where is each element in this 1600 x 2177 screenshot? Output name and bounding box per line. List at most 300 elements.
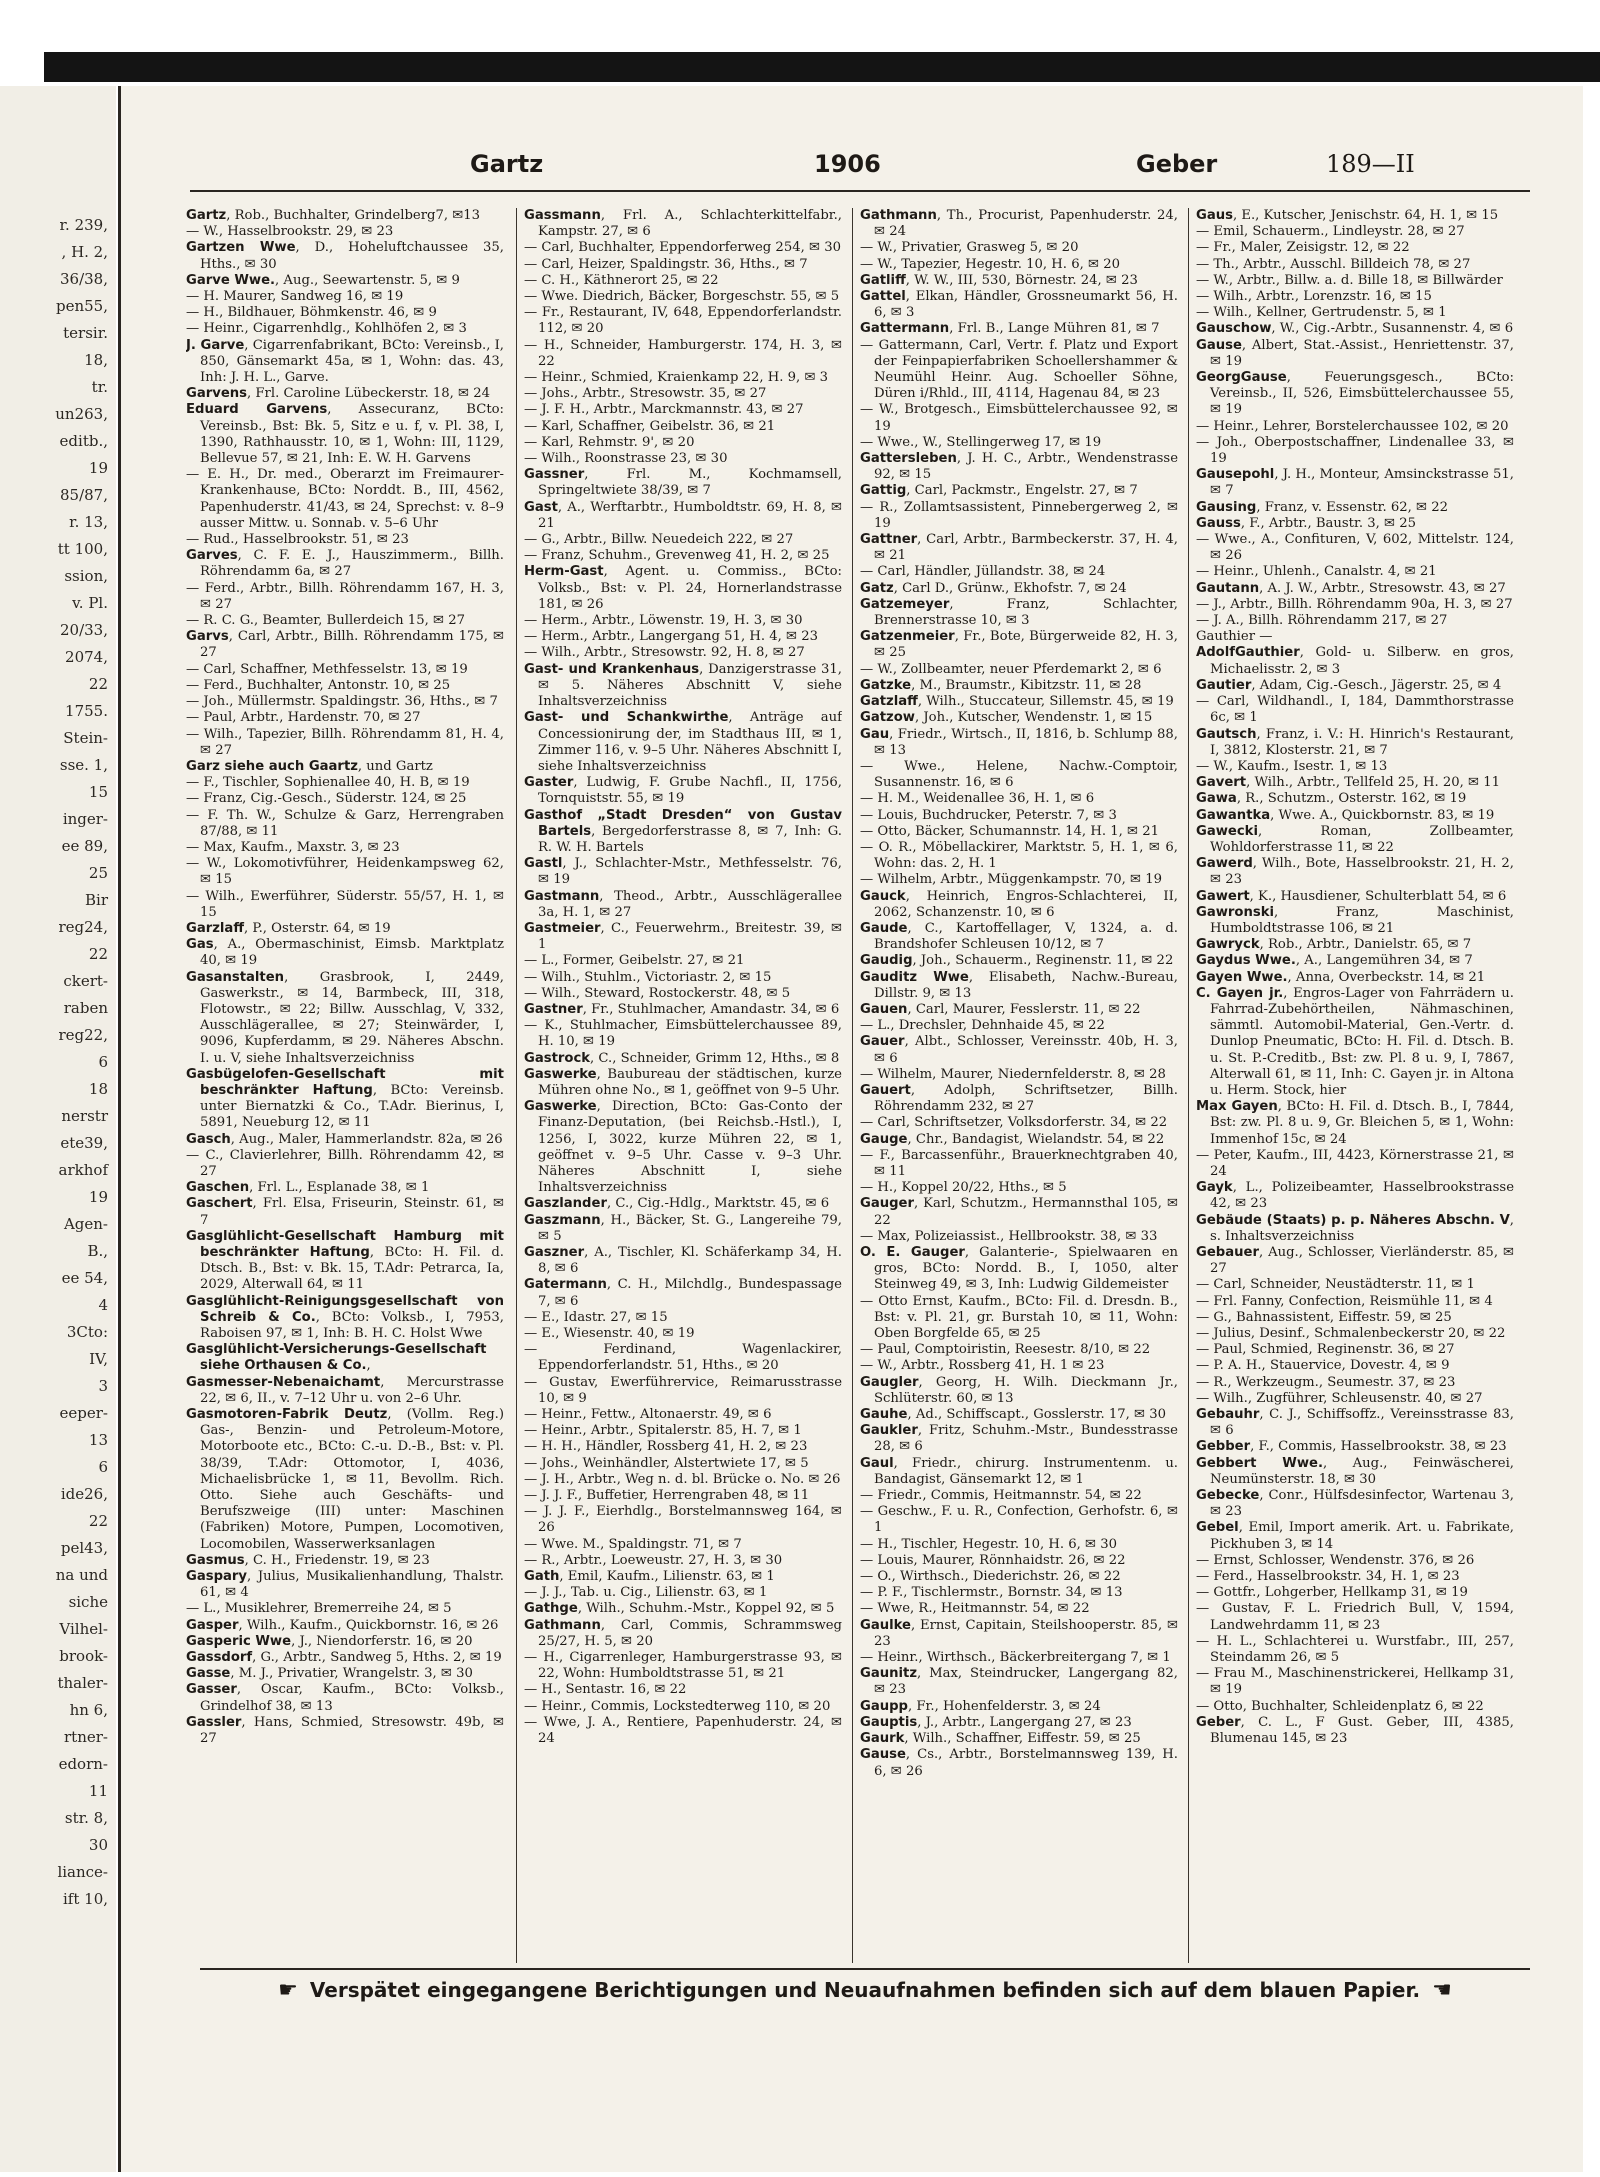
directory-entry: — W., Arbtr., Rossberg 41, H. 1 ✉ 23 (860, 1358, 1105, 1374)
edge-fragment: thaler- (57, 1674, 108, 1692)
directory-entry: Max Gayen, BCto: H. Fil. d. Dtsch. B., I, 7844, Bst: zw. Pl. 8 u. 9, Gr. Bleichen 5, ✉ 1, Wohn: Immenhof 15c, ✉ 24 (1196, 1099, 1514, 1147)
directory-entry: Garvens, Frl. Caroline Lübeckerstr. 18, ✉ 24 (186, 386, 491, 402)
directory-entry: Gauditz Wwe, Elisabeth, Nachw.-Bureau, Dillstr. 9, ✉ 13 (860, 969, 1178, 1001)
directory-entry: Gatliff, W. W., III, 530, Börnestr. 24, ✉ 23 (860, 272, 1138, 288)
directory-entry: GeorgGause, Feuerungsgesch., BCto: Vereinsb., II, 526, Eimsbüttelerchaussee 55, ✉ 19 (1196, 370, 1514, 418)
edge-fragment: Agen- (63, 1215, 108, 1233)
directory-entry: Gaswerke, Direction, BCto: Gas-Conto der Finanz-Deputation, (bei Reichsb.-Hstl.), I, 1256, I, 3022, kurze Mühren 22, ✉ 1, geöffnet v. 9–5 Uhr. Casse v. 9–3 Uhr. Näheres Abschnitt I, siehe Inhaltsverzeichniss (524, 1099, 842, 1196)
directory-entry: Gatermann, C. H., Milchdlg., Bundespassage 7, ✉ 6 (524, 1277, 842, 1309)
directory-entry: — Wwe, R., Heitmannstr. 54, ✉ 22 (860, 1601, 1090, 1617)
directory-entry: Gauck, Heinrich, Engros-Schlachterei, II, 2062, Schanzenstr. 10, ✉ 6 (860, 888, 1178, 920)
directory-entry: Gebäude (Staats) p. p. Näheres Abschn. V, s. Inhaltsverzeichniss (1196, 1212, 1514, 1244)
directory-entry: — F., Barcassenführ., Brauerknechtgraben 40, ✉ 11 (860, 1147, 1178, 1179)
directory-entry: — W., Arbtr., Billw. a. d. Bille 18, ✉ Billwärder (1196, 272, 1503, 288)
directory-entry: Gartzen Wwe, D., Hoheluftchaussee 35, Hths., ✉ 30 (186, 240, 504, 272)
header-first-entry: Gartz (470, 150, 544, 178)
directory-entry: — R., Werkzeugm., Seumestr. 37, ✉ 23 (1196, 1374, 1456, 1390)
directory-entry: — Johs., Weinhändler, Alstertwiete 17, ✉ 5 (524, 1455, 809, 1471)
directory-entry: — P. F., Tischlermstr., Bornstr. 34, ✉ 13 (860, 1585, 1123, 1601)
directory-entry: Gauhe, Ad., Schiffscapt., Gosslerstr. 17, ✉ 30 (860, 1407, 1167, 1423)
directory-entry: Gastrock, C., Schneider, Grimm 12, Hths., ✉ 8 (524, 1050, 840, 1066)
directory-entry: Gastner, Fr., Stuhlmacher, Amandastr. 34, ✉ 6 (524, 1001, 840, 1017)
directory-entry: Gebel, Emil, Import amerik. Art. u. Fabrikate, Pickhuben 3, ✉ 14 (1196, 1520, 1514, 1552)
directory-entry: — H. Maurer, Sandweg 16, ✉ 19 (186, 289, 404, 305)
directory-entry: — Wilh., Tapezier, Billh. Röhrendamm 81, H. 4, ✉ 27 (186, 726, 504, 758)
directory-entry: Gaster, Ludwig, F. Grube Nachfl., II, 1756, Tornquiststr. 55, ✉ 19 (524, 775, 842, 807)
directory-entry: Gaupp, Fr., Hohenfelderstr. 3, ✉ 24 (860, 1698, 1101, 1714)
edge-fragment: ckert- (63, 972, 108, 990)
directory-entry: — Louis, Buchdrucker, Peterstr. 7, ✉ 3 (860, 807, 1117, 823)
directory-entry: Gaschen, Frl. L., Esplanade 38, ✉ 1 (186, 1180, 430, 1196)
directory-entry: Gatzemeyer, Franz, Schlachter, Brennerstrasse 10, ✉ 3 (860, 596, 1178, 629)
page-header (190, 150, 1530, 190)
edge-fragment: 11 (88, 1782, 108, 1800)
directory-entry: — Wilh., Steward, Rostockerstr. 48, ✉ 5 (524, 985, 791, 1001)
directory-entry: Gasbügelofen-Gesellschaft mit beschränkter Haftung, BCto: Vereinsb. unter Biernatzki & Co., T.Adr. Bierinus, I, 5891, Neueburg 12, ✉ 11 (186, 1066, 504, 1131)
directory-entry: — R., Arbtr., Loeweustr. 27, H. 3, ✉ 30 (524, 1552, 783, 1568)
directory-entry: Gauge, Chr., Bandagist, Wielandstr. 54, ✉ 22 (860, 1131, 1165, 1147)
directory-entry: — H., Schneider, Hamburgerstr. 174, H. 3, ✉ 22 (524, 337, 842, 369)
directory-entry: — C. H., Käthnerort 25, ✉ 22 (524, 272, 719, 288)
edge-fragment: pen55, (56, 297, 108, 315)
directory-entry: Gast- und Schankwirthe, Anträge auf Concessionirung der, im Stadthaus III, ✉ 1, Zimmer 116, v. 9–5 Uhr. Näheres Abschnitt I, siehe Inhaltsverzeichniss (524, 710, 842, 774)
edge-fragment: reg22, (58, 1026, 108, 1044)
edge-fragment: r. 13, (69, 513, 108, 531)
directory-entry: — L., Drechsler, Dehnhaide 45, ✉ 22 (860, 1018, 1105, 1034)
directory-entry: Gaul, Friedr., chirurg. Instrumentenm. u. Bandagist, Gänsemarkt 12, ✉ 1 (860, 1455, 1178, 1487)
edge-fragment: inger- (62, 810, 108, 828)
directory-entry: Gattermann, Frl. B., Lange Mühren 81, ✉ 7 (860, 321, 1160, 337)
directory-entry: Gaswerke, Baubureau der städtischen, kurze Mühren ohne No., ✉ 1, geöffnet von 9–5 Uhr. (524, 1066, 842, 1098)
directory-entry: Gaunitz, Max, Steindrucker, Langergang 82, ✉ 23 (860, 1666, 1178, 1698)
directory-entry: — Heinr., Lehrer, Borstelerchaussee 102, ✉ 20 (1196, 418, 1509, 434)
edge-fragment: 22 (88, 945, 108, 963)
edge-fragment: ift 10, (63, 1890, 108, 1908)
directory-entry: — Ferd., Arbtr., Billh. Röhrendamm 167, H. 3, ✉ 27 (186, 580, 504, 612)
directory-entry: Gastmeier, C., Feuerwehrm., Breitestr. 39, ✉ 1 (524, 920, 842, 953)
directory-entry: Gatzlaff, Wilh., Stuccateur, Sillemstr. 45, ✉ 19 (860, 694, 1174, 710)
edge-fragment: B., (87, 1242, 108, 1260)
directory-entry: — Heinr., Cigarrenhdlg., Kohlhöfen 2, ✉ 3 (186, 321, 467, 337)
directory-entry: Gause, Albert, Stat.-Assist., Henriettenstr. 37, ✉ 19 (1196, 337, 1514, 369)
directory-entry: Gausing, Franz, v. Essenstr. 62, ✉ 22 (1196, 499, 1449, 515)
directory-entry: Gayen Wwe., Anna, Overbeckstr. 14, ✉ 21 (1196, 969, 1486, 985)
edge-fragment: brook- (59, 1647, 108, 1665)
directory-entry: — Wilh., Ewerführer, Süderstr. 55/57, H. 1, ✉ 15 (186, 888, 504, 920)
edge-fragment: IV, (89, 1350, 108, 1368)
directory-entry: Gauen, Carl, Maurer, Fesslerstr. 11, ✉ 22 (860, 1001, 1141, 1017)
directory-entry: — Otto, Buchhalter, Schleidenplatz 6, ✉ 22 (1196, 1698, 1484, 1714)
directory-entry: Gasser, Oscar, Kaufm., BCto: Volksb., Grindelhof 38, ✉ 13 (186, 1682, 504, 1714)
edge-fragment: str. 8, (64, 1809, 108, 1827)
directory-entry: — Heinr., Schmied, Kraienkamp 22, H. 9, ✉ 3 (524, 370, 829, 386)
directory-entry: — Wilhelm, Maurer, Niedernfelderstr. 8, ✉ 28 (860, 1066, 1166, 1082)
directory-entry: — Carl, Schriftsetzer, Volksdorferstr. 34, ✉ 22 (860, 1115, 1168, 1131)
pointing-hand-left-icon: ☛ (278, 1977, 298, 2003)
directory-entry: Gasthof „Stadt Dresden“ von Gustav Bartels, Bergedorferstrasse 8, ✉ 7, Inh: G. R. W. H. Bartels (524, 807, 842, 855)
column-divider-3 (1188, 208, 1189, 1963)
directory-entry: AdolfGauthier, Gold- u. Silberw. en gros, Michaelisstr. 2, ✉ 3 (1196, 645, 1514, 677)
edge-fragment: reg24, (58, 918, 108, 936)
header-page-number: 189—II (1326, 150, 1415, 178)
directory-entry: Gathge, Wilh., Schuhm.-Mstr., Koppel 92, ✉ 5 (524, 1601, 835, 1617)
edge-fragment: 18 (88, 1080, 108, 1098)
directory-entry: — Herm., Arbtr., Löwenstr. 19, H. 3, ✉ 30 (524, 613, 803, 629)
directory-entry: — Max, Kaufm., Maxstr. 3, ✉ 23 (186, 839, 400, 855)
previous-page-edge (0, 86, 116, 2172)
column-1 (186, 208, 504, 1963)
directory-entry: — W., Kaufm., Isestr. 1, ✉ 13 (1196, 758, 1388, 774)
directory-entry: Gaus, E., Kutscher, Jenischstr. 64, H. 1, ✉ 15 (1196, 208, 1499, 223)
directory-entry: — J. J. F., Buffetier, Herrengraben 48, ✉ 11 (524, 1488, 810, 1504)
directory-entry: Gebecke, Conr., Hülfsdesinfector, Wartenau 3, ✉ 23 (1196, 1488, 1514, 1520)
edge-fragment: 18, (84, 351, 108, 369)
directory-entry: — E., Idastr. 27, ✉ 15 (524, 1309, 668, 1325)
directory-entry: — Wwe. M., Spaldingstr. 71, ✉ 7 (524, 1536, 742, 1552)
directory-entry: — Ernst, Schlosser, Wendenstr. 376, ✉ 26 (1196, 1552, 1475, 1568)
directory-entry: Gauert, Adolph, Schriftsetzer, Billh. Röhrendamm 232, ✉ 27 (860, 1082, 1178, 1115)
directory-entry: Gasper, Wilh., Kaufm., Quickbornstr. 16, ✉ 26 (186, 1617, 499, 1633)
directory-entry: — H., Bildhauer, Böhmkenstr. 46, ✉ 9 (186, 305, 437, 321)
directory-entry: — Louis, Maurer, Rönnhaidstr. 26, ✉ 22 (860, 1552, 1126, 1568)
directory-entry: — Wwe, J. A., Rentiere, Papenhuderstr. 24, ✉ 24 (524, 1714, 842, 1747)
directory-entry: Gautsch, Franz, i. V.: H. Hinrich's Restaurant, I, 3812, Klosterstr. 21, ✉ 7 (1196, 726, 1514, 758)
directory-entry: Gaudig, Joh., Schauerm., Reginenstr. 11, ✉ 22 (860, 953, 1174, 969)
header-year: 1906 (814, 150, 881, 178)
edge-fragment: 15 (88, 783, 108, 801)
edge-fragment: edorn- (58, 1755, 108, 1773)
directory-entry: Gatzenmeier, Fr., Bote, Bürgerweide 82, H. 3, ✉ 25 (860, 629, 1178, 661)
directory-entry: — Carl, Händler, Jüllandstr. 38, ✉ 24 (860, 564, 1106, 580)
directory-entry: Gasglühlicht-Gesellschaft Hamburg mit beschränkter Haftung, BCto: H. Fil. d. Dtsch. B., Bst: v. Bk. 15, T.Adr: Petrarca, Ia, 2029, Alterwall 64, ✉ 11 (186, 1228, 504, 1293)
edge-fragment: arkhof (58, 1161, 108, 1179)
directory-entry: — Wilh., Stuhlm., Victoriastr. 2, ✉ 15 (524, 969, 772, 985)
directory-entry: C. Gayen jr., Engros-Lager von Fahrrädern u. Fahrrad-Zubehörtheilen, Nähmaschinen, sämmtl. Automobil-Material, Gen.-Vertr. d. Dunlop Pneumatic, BCto: H. Fil. d. Dtsch. B. u. St. P.-Creditb., Bst: zw. Pl. 8 u. 9, I, 7867, Alterwall 61, ✉ 11, Inh: C. Gayen jr. in Altona u. Herm. Stock, hier (1196, 985, 1514, 1098)
directory-entry: Gath, Emil, Kaufm., Lilienstr. 63, ✉ 1 (524, 1569, 775, 1585)
directory-entry: — W., Privatier, Grasweg 5, ✉ 20 (860, 240, 1079, 256)
directory-entry: — E., Wiesenstr. 40, ✉ 19 (524, 1326, 695, 1342)
directory-entry: — J. H., Arbtr., Weg n. d. bl. Brücke o. No. ✉ 26 (524, 1471, 841, 1487)
edge-fragment: 19 (88, 459, 108, 477)
directory-entry: — H. M., Weidenallee 36, H. 1, ✉ 6 (860, 791, 1095, 807)
edge-fragment: 6 (98, 1053, 108, 1071)
directory-entry: Eduard Garvens, Assecuranz, BCto: Vereinsb., Bst: Bk. 5, Sitz e u. f, v. Pl. 38, I, 1390, Rathhausstr. 10, ✉ 1, Wohn: III, 1129, Bellevue 57, ✉ 21, Inh: E. W. H. Garvens (186, 402, 504, 467)
directory-entry: O. E. Gauger, Galanterie-, Spielwaaren en gros, BCto: Nordd. B., I, 1050, alter Steinweg 49, ✉ 3, Inh: Ludwig Gildemeister (860, 1245, 1178, 1293)
directory-entry: — H., Koppel 20/22, Hths., ✉ 5 (860, 1180, 1067, 1196)
directory-entry: Gassdorf, G., Arbtr., Sandweg 5, Hths. 2, ✉ 19 (186, 1650, 502, 1666)
directory-entry: — Max, Polizeiassist., Hellbrookstr. 38, ✉ 33 (860, 1228, 1158, 1244)
edge-fragment: ete39, (60, 1134, 108, 1152)
directory-entry: Gasmotoren-Fabrik Deutz, (Vollm. Reg.) Gas-, Benzin- und Petroleum-Motore, Motorboote etc., BCto: C.-u. D.-B., Bst: v. Pl. 38/39, T.Adr: Ottomotor, I, 4036, Michaelisbrücke 1, ✉ 11, Bevollm. Rich. Otto. Siehe auch Geschäfts- und Berufszweige (III) unter: Maschinen (Fabriken) Motore, Pumpen, Locomotiven, Locomobilen, Wasserwerksanlagen (186, 1407, 504, 1552)
edge-fragment: un263, (55, 405, 108, 423)
directory-entry: Gaszlander, C., Cig.-Hdlg., Marktstr. 45, ✉ 6 (524, 1196, 830, 1212)
directory-entry: Gebber, F., Commis, Hasselbrookstr. 38, ✉ 23 (1196, 1439, 1507, 1455)
directory-entry: — Gustav, Ewerführervice, Reimarusstrasse 10, ✉ 9 (524, 1374, 842, 1406)
edge-fragment: ee 54, (61, 1269, 108, 1287)
directory-entry: Garz siehe auch Gaartz, und Gartz (186, 758, 433, 774)
edge-fragment: tr. (91, 378, 108, 396)
edge-fragment: 3 (98, 1377, 108, 1395)
directory-entry: Gawert, K., Hausdiener, Schulterblatt 54, ✉ 6 (1196, 888, 1507, 904)
directory-entry: Gauss, F., Arbtr., Baustr. 3, ✉ 25 (1196, 515, 1417, 531)
directory-entry: — H., Sentastr. 16, ✉ 22 (524, 1682, 687, 1698)
directory-entry: Gawryck, Rob., Arbtr., Danielstr. 65, ✉ 7 (1196, 937, 1472, 953)
directory-entry: Gartz, Rob., Buchhalter, Grindelberg7, ✉13 (186, 208, 481, 223)
edge-fragment: 2074, (65, 648, 108, 666)
directory-entry: Gastl, J., Schlachter-Mstr., Methfesselstr. 76, ✉ 19 (524, 856, 842, 888)
directory-entry: — Heinr., Uhlenh., Canalstr. 4, ✉ 21 (1196, 564, 1437, 580)
directory-entry: Gatzke, M., Braumstr., Kibitzstr. 11, ✉ 28 (860, 677, 1142, 693)
directory-entry: — L., Former, Geibelstr. 27, ✉ 21 (524, 953, 745, 969)
edge-fragment: tersir. (63, 324, 108, 342)
directory-entry: — J. J. F., Eierhdlg., Borstelmannsweg 164, ✉ 26 (524, 1504, 842, 1536)
directory-entry: — E. H., Dr. med., Oberarzt im Freimaurer-Krankenhause, BCto: Norddt. B., III, 4562, Papenhuderstr. 41/43, ✉ 24, Sprechst: v. 8–9 ausser Mittw. u. Sonnab. v. 5–6 Uhr (186, 467, 504, 531)
directory-entry: Gawantka, Wwe. A., Quickbornstr. 83, ✉ 19 (1196, 807, 1495, 823)
edge-fragment: ide26, (60, 1485, 108, 1503)
directory-entry: — Joh., Oberpostschaffner, Lindenallee 33, ✉ 19 (1196, 434, 1514, 467)
edge-fragment: 22 (88, 675, 108, 693)
directory-entry: Gautier, Adam, Cig.-Gesch., Jägerstr. 25, ✉ 4 (1196, 677, 1502, 693)
top-dark-strip (44, 52, 1600, 82)
directory-entry: Gauschow, W., Cig.-Arbtr., Susannenstr. 4, ✉ 6 (1196, 321, 1514, 337)
directory-entry: — Johs., Arbtr., Stresowstr. 35, ✉ 27 (524, 386, 767, 402)
directory-entry: — Wwe., A., Confituren, V, 602, Mittelstr. 124, ✉ 26 (1196, 532, 1514, 564)
directory-entry: — Carl, Buchhalter, Eppendorferweg 254, ✉ 30 (524, 240, 842, 256)
directory-entry: — Wwe., W., Stellingerweg 17, ✉ 19 (860, 434, 1102, 450)
directory-entry: — G., Arbtr., Billw. Neuedeich 222, ✉ 27 (524, 532, 794, 548)
edge-fragment: r. 239, (59, 216, 108, 234)
directory-entry: Gaude, C., Kartoffellager, V, 1324, a. d. Brandshofer Schleusen 10/12, ✉ 7 (860, 920, 1178, 953)
directory-entry: — O. R., Möbellackirer, Marktstr. 5, H. 1, ✉ 6, Wohn: das. 2, H. 1 (860, 839, 1178, 872)
directory-entry: — P. A. H., Stauervice, Dovestr. 4, ✉ 9 (1196, 1358, 1450, 1374)
directory-entry: Gastmann, Theod., Arbtr., Ausschlägerallee 3a, H. 1, ✉ 27 (524, 888, 842, 920)
column-2 (524, 208, 842, 1963)
directory-entry: Gathmann, Carl, Commis, Schrammsweg 25/27, H. 5, ✉ 20 (524, 1617, 842, 1649)
directory-entry: Gausepohl, J. H., Monteur, Amsinckstrasse 51, ✉ 7 (1196, 467, 1514, 499)
edge-fragment: sse. 1, (59, 756, 108, 774)
directory-entry: Gaugler, Georg, H. Wilh. Dieckmann Jr., Schlüterstr. 60, ✉ 13 (860, 1374, 1178, 1406)
directory-entry: — J. J., Tab. u. Cig., Lilienstr. 63, ✉ 1 (524, 1585, 768, 1601)
directory-entry: Gavert, Wilh., Arbtr., Tellfeld 25, H. 20, ✉ 11 (1196, 775, 1501, 791)
directory-entry: — F., Tischler, Sophienallee 40, H. B, ✉ 19 (186, 775, 470, 791)
directory-entry: — G., Bahnassistent, Eiffestr. 59, ✉ 25 (1196, 1309, 1452, 1325)
directory-entry: Gasperic Wwe, J., Niendorferstr. 16, ✉ 20 (186, 1633, 473, 1649)
directory-entry: — Julius, Desinf., Schmalenbeckerstr 20, ✉ 22 (1196, 1326, 1506, 1342)
directory-entry: — H. L., Schlachterei u. Wurstfabr., III, 257, Steindamm 26, ✉ 5 (1196, 1633, 1514, 1666)
directory-entry: — W., Lokomotivführer, Heidenkampsweg 62, ✉ 15 (186, 856, 504, 888)
directory-entry: Gathmann, Th., Procurist, Papenhuderstr. 24, ✉ 24 (860, 208, 1178, 240)
directory-entry: — Geschw., F. u. R., Confection, Gerhofstr. 6, ✉ 1 (860, 1504, 1178, 1536)
directory-entry: — Wwe., Helene, Nachw.-Comptoir, Susannenstr. 16, ✉ 6 (860, 758, 1178, 791)
directory-entry: Gau, Friedr., Wirtsch., II, 1816, b. Schlump 88, ✉ 13 (860, 726, 1178, 758)
edge-fragment: 3Cto: (66, 1323, 108, 1341)
directory-entry: Gauger, Karl, Schutzm., Hermannsthal 105, ✉ 22 (860, 1196, 1178, 1228)
directory-entry: — Frl. Fanny, Confection, Reismühle 11, ✉ 4 (1196, 1293, 1493, 1309)
edge-fragment: ssion, (64, 567, 108, 585)
directory-entry: Gaulke, Ernst, Capitain, Steilshooperstr. 85, ✉ 23 (860, 1617, 1178, 1649)
edge-fragment: ee 89, (61, 837, 108, 855)
directory-entry: Gautann, A. J. W., Arbtr., Stresowstr. 43, ✉ 27 (1196, 580, 1506, 596)
directory-entry: — Carl, Wildhandl., I, 184, Dammthorstrasse 6c, ✉ 1 (1196, 694, 1514, 726)
directory-entry: Gawronski, Franz, Maschinist, Humboldtstrasse 106, ✉ 21 (1196, 904, 1514, 936)
edge-fragment: editb., (59, 432, 108, 450)
edge-fragment: na und (55, 1566, 108, 1584)
edge-fragment: raben (63, 999, 108, 1017)
footer-text: Verspätet eingegangene Berichtigungen und Neuaufnahmen befinden sich auf dem blauen Papier. (309, 1978, 1421, 2002)
directory-entry: — Ferd., Buchhalter, Antonstr. 10, ✉ 25 (186, 677, 451, 693)
directory-entry: — Heinr., Arbtr., Spitalerstr. 85, H. 7, ✉ 1 (524, 1423, 802, 1439)
directory-entry: — W., Zollbeamter, neuer Pferdemarkt 2, ✉ 6 (860, 661, 1162, 677)
directory-entry: — Ferdinand, Wagenlackirer, Eppendorferlandstr. 51, Hths., ✉ 20 (524, 1342, 842, 1374)
directory-entry: Garzlaff, P., Osterstr. 64, ✉ 19 (186, 920, 391, 936)
directory-entry: — Ferd., Hasselbrookstr. 34, H. 1, ✉ 23 (1196, 1569, 1460, 1585)
edge-fragment: 30 (88, 1836, 108, 1854)
directory-entry: Gaschert, Frl. Elsa, Friseurin, Steinstr. 61, ✉ 7 (186, 1196, 504, 1228)
directory-entry: Gaspary, Julius, Musikalienhandlung, Thalstr. 61, ✉ 4 (186, 1569, 504, 1601)
edge-fragment: 25 (88, 864, 108, 882)
pointing-hand-right-icon: ☚ (1432, 1977, 1452, 2003)
directory-entry: — Fr., Restaurant, IV, 648, Eppendorferlandstr. 112, ✉ 20 (524, 305, 842, 337)
directory-entry: — Wilh., Arbtr., Stresowstr. 92, H. 8, ✉ 27 (524, 645, 805, 661)
edge-fragment: Stein- (63, 729, 108, 747)
directory-entry: Gast, A., Werftarbtr., Humboldtstr. 69, H. 8, ✉ 21 (524, 499, 842, 531)
directory-entry: — Wilh., Arbtr., Lorenzstr. 16, ✉ 15 (1196, 289, 1432, 305)
directory-entry: Gattel, Elkan, Händler, Grossneumarkt 56, H. 6, ✉ 3 (860, 289, 1178, 321)
directory-entry: — H., Tischler, Hegestr. 10, H. 6, ✉ 30 (860, 1536, 1118, 1552)
directory-entry: Gebauhr, C. J., Schiffsoffz., Vereinsstrasse 83, ✉ 6 (1196, 1407, 1514, 1439)
edge-fragment: 13 (88, 1431, 108, 1449)
directory-entry: Gayk, L., Polizeibeamter, Hasselbrookstrasse 42, ✉ 23 (1196, 1180, 1514, 1212)
directory-entry: — Otto, Bäcker, Schumannstr. 14, H. 1, ✉ 21 (860, 823, 1159, 839)
directory-entry: Garvs, Carl, Arbtr., Billh. Röhrendamm 175, ✉ 27 (186, 629, 504, 661)
directory-entry: — Th., Arbtr., Ausschl. Billdeich 78, ✉ 27 (1196, 256, 1471, 272)
directory-entry: — Heinr., Wirthsch., Bäckerbreitergang 7, ✉ 1 (860, 1650, 1171, 1666)
directory-entry: — Fr., Maler, Zeisigstr. 12, ✉ 22 (1196, 240, 1410, 256)
directory-entry: — Gustav, F. L. Friedrich Bull, V, 1594, Landwehrdamm 11, ✉ 23 (1196, 1601, 1514, 1633)
directory-entry: — H., Cigarrenleger, Hamburgerstrasse 93, ✉ 22, Wohn: Humboldtstrasse 51, ✉ 21 (524, 1650, 842, 1682)
column-divider-1 (516, 208, 517, 1963)
directory-entry: — Franz, Cig.-Gesch., Süderstr. 124, ✉ 25 (186, 791, 467, 807)
edge-fragment: 4 (98, 1296, 108, 1314)
directory-entry: Gauer, Albt., Schlosser, Vereinsstr. 40b, H. 3, ✉ 6 (860, 1034, 1178, 1066)
directory-entry: Gasmesser-Nebenaichamt, Mercurstrasse 22, ✉ 6, II., v. 7–12 Uhr u. von 2–6 Uhr. (186, 1374, 504, 1406)
column-4 (1196, 208, 1514, 1963)
directory-entry: Herm-Gast, Agent. u. Commiss., BCto: Volksb., Bst: v. Pl. 24, Hornerlandstrasse 181, ✉ 26 (524, 564, 842, 612)
directory-entry: — O., Wirthsch., Diederichstr. 26, ✉ 22 (860, 1569, 1121, 1585)
directory-entry: — Paul, Arbtr., Hardenstr. 70, ✉ 27 (186, 710, 421, 726)
directory-entry: — Wwe. Diedrich, Bäcker, Borgeschstr. 55, ✉ 5 (524, 289, 840, 305)
directory-entry: — H. H., Händler, Rossberg 41, H. 2, ✉ 23 (524, 1439, 808, 1455)
directory-entry: Gebauer, Aug., Schlosser, Vierländerstr. 85, ✉ 27 (1196, 1245, 1514, 1277)
directory-entry: — Gattermann, Carl, Vertr. f. Platz und Export der Feinpapierfabriken Schoellershammer & Neumühl Heinr. Aug. Schoeller Söhne, Düren i/Rhld., III, 4114, Hagenau 84, ✉ 23 (860, 337, 1178, 402)
directory-entry: Gasmus, C. H., Friedenstr. 19, ✉ 23 (186, 1552, 430, 1568)
edge-fragment: 19 (88, 1188, 108, 1206)
directory-entry: — Franz, Schuhm., Grevenweg 41, H. 2, ✉ 25 (524, 548, 830, 564)
directory-entry: Gaydus Wwe., A., Langemühren 34, ✉ 7 (1196, 953, 1473, 969)
edge-fragment: rtner- (64, 1728, 108, 1746)
directory-entry: Gawa, R., Schutzm., Osterstr. 162, ✉ 19 (1196, 791, 1467, 807)
directory-entry: — Friedr., Commis, Heitmannstr. 54, ✉ 22 (860, 1488, 1142, 1504)
directory-entry: Gattersleben, J. H. C., Arbtr., Wendenstrasse 92, ✉ 15 (860, 451, 1178, 483)
directory-entry: — Heinr., Fettw., Altonaerstr. 49, ✉ 6 (524, 1407, 772, 1423)
edge-fragment: 6 (98, 1458, 108, 1476)
directory-entry: — K., Stuhlmacher, Eimsbüttelerchaussee 89, H. 10, ✉ 19 (524, 1018, 842, 1050)
edge-fragment: nerstr (61, 1107, 108, 1125)
directory-entry: Garves, C. F. E. J., Hauszimmerm., Billh. Röhrendamm 6a, ✉ 27 (186, 548, 504, 580)
footer-notice (200, 1968, 1530, 2010)
directory-entry: — Paul, Comptoiristin, Reesestr. 8/10, ✉ 22 (860, 1342, 1151, 1358)
edge-fragment: Vilhel- (59, 1620, 108, 1638)
directory-entry: — Karl, Rehmstr. 9', ✉ 20 (524, 434, 695, 450)
directory-entry: Gasch, Aug., Maler, Hammerlandstr. 82a, ✉ 26 (186, 1131, 503, 1147)
directory-entry: — Wilh., Roonstrasse 23, ✉ 30 (524, 451, 728, 467)
directory-entry: Gatz, Carl D., Grünw., Ekhofstr. 7, ✉ 24 (860, 580, 1127, 596)
directory-entry: — R. C. G., Beamter, Bullerdeich 15, ✉ 27 (186, 613, 465, 629)
directory-entry: — W., Brotgesch., Eimsbüttelerchaussee 92, ✉ 19 (860, 402, 1178, 434)
directory-entry: — J., Arbtr., Billh. Röhrendamm 90a, H. 3, ✉ 27 (1196, 596, 1513, 612)
directory-entry: — Herm., Arbtr., Langergang 51, H. 4, ✉ 23 (524, 629, 819, 645)
edge-fragment: v. Pl. (72, 594, 108, 612)
directory-entry: Gauptis, J., Arbtr., Langergang 27, ✉ 23 (860, 1714, 1132, 1730)
edge-fragment: , H. 2, (61, 243, 108, 261)
directory-entry: Gaszner, A., Tischler, Kl. Schäferkamp 34, H. 8, ✉ 6 (524, 1245, 842, 1277)
directory-entry: — Emil, Schauerm., Lindleystr. 28, ✉ 27 (1196, 224, 1465, 240)
directory-entry: Gassner, Frl. M., Kochmamsell, Springeltwiete 38/39, ✉ 7 (524, 467, 842, 499)
directory-entry: — Joh., Müllermstr. Spaldingstr. 36, Hths., ✉ 7 (186, 694, 498, 710)
directory-entry: — L., Musiklehrer, Bremerreihe 24, ✉ 5 (186, 1601, 452, 1617)
directory-entry: Gauthier — (1196, 629, 1273, 645)
directory-entry: Gaurk, Wilh., Schaffner, Eiffestr. 59, ✉ 25 (860, 1731, 1141, 1747)
directory-entry: — Karl, Schaffner, Geibelstr. 36, ✉ 21 (524, 418, 776, 434)
directory-entry: — Wilhelm, Arbtr., Müggenkampstr. 70, ✉ 19 (860, 872, 1163, 888)
directory-entry: — Gottfr., Lohgerber, Hellkamp 31, ✉ 19 (1196, 1585, 1468, 1601)
directory-entry: — Rud., Hasselbrookstr. 51, ✉ 23 (186, 532, 409, 548)
directory-entry: — Otto Ernst, Kaufm., BCto: Fil. d. Dresdn. B., Bst: v. Pl. 21, gr. Burstah 10, ✉ 11, Wohn: Oben Borgfelde 65, ✉ 25 (860, 1293, 1178, 1342)
edge-fragment: liance- (57, 1863, 108, 1881)
directory-entry: Gassler, Hans, Schmied, Stresowstr. 49b, ✉ 27 (186, 1714, 504, 1747)
directory-entry: — W., Tapezier, Hegestr. 10, H. 6, ✉ 20 (860, 256, 1120, 272)
directory-entry: Gasglühlicht-Reinigungsgesellschaft von Schreib & Co., BCto: Volksb., I, 7953, Raboisen 97, ✉ 1, Inh: B. H. C. Holst Wwe (186, 1293, 504, 1342)
directory-entry: Gaszmann, H., Bäcker, St. G., Langereihe 79, ✉ 5 (524, 1212, 842, 1244)
directory-entry: Gatzow, Joh., Kutscher, Wendenstr. 1, ✉ 15 (860, 710, 1153, 726)
directory-entry: Gasanstalten, Grasbrook, I, 2449, Gaswerkstr., ✉ 14, Barmbeck, III, 318, Flotowstr., ✉ 22; Billw. Ausschlag, V, 332, Ausschlägerallee, ✉ 27; Steinwärder, I, 9096, Kupferdamm, ✉ 29. Näheres Abschn. I. u. V, siehe Inhaltsverzeichniss (186, 969, 504, 1066)
directory-entry: Geber, C. L., F Gust. Geber, III, 4385, Blumenau 145, ✉ 23 (1196, 1714, 1514, 1747)
edge-fragment: 1755. (65, 702, 108, 720)
directory-entry: Gause, Cs., Arbtr., Borstelmannsweg 139, H. 6, ✉ 26 (860, 1747, 1178, 1779)
directory-entry: Gawecki, Roman, Zollbeamter, Wohldorferstrasse 11, ✉ 22 (1196, 823, 1514, 855)
directory-entry: — Wilh., Zugführer, Schleusenstr. 40, ✉ 27 (1196, 1390, 1483, 1406)
directory-entry: — W., Hasselbrookstr. 29, ✉ 23 (186, 224, 394, 240)
directory-entry: — R., Zollamtsassistent, Pinnebergerweg 2, ✉ 19 (860, 499, 1178, 531)
edge-fragment: siche (68, 1593, 108, 1611)
edge-fragment: tt 100, (57, 540, 108, 558)
edge-fragment: eeper- (59, 1404, 108, 1422)
column-divider-2 (852, 208, 853, 1963)
directory-entry: Gasglühlicht-Versicherungs-Gesellschaft siehe Orthausen & Co., (186, 1342, 487, 1374)
directory-entry: — F. Th. W., Schulze & Garz, Herrengraben 87/88, ✉ 11 (186, 807, 504, 839)
directory-entry: Gasse, M. J., Privatier, Wrangelstr. 3, ✉ 30 (186, 1666, 473, 1682)
directory-entry: — Paul, Schmied, Reginenstr. 36, ✉ 27 (1196, 1342, 1455, 1358)
directory-entry: — C., Clavierlehrer, Billh. Röhrendamm 42, ✉ 27 (186, 1147, 504, 1179)
directory-entry: Gawerd, Wilh., Bote, Hasselbrookstr. 21, H. 2, ✉ 23 (1196, 856, 1514, 888)
directory-entry: Gattner, Carl, Arbtr., Barmbeckerstr. 37, H. 4, ✉ 21 (860, 532, 1178, 564)
edge-fragment: 36/38, (60, 270, 108, 288)
directory-entry: — Carl, Schaffner, Methfesselstr. 13, ✉ 19 (186, 661, 468, 677)
directory-entry: Gassmann, Frl. A., Schlachterkittelfabr., Kampstr. 27, ✉ 6 (524, 208, 842, 240)
directory-entry: Gast- und Krankenhaus, Danzigerstrasse 31, ✉ 5. Näheres Abschnitt V, siehe Inhaltsverzeichniss (524, 661, 842, 710)
edge-fragment: hn 6, (69, 1701, 108, 1719)
directory-entry: Gattig, Carl, Packmstr., Engelstr. 27, ✉ 7 (860, 483, 1138, 499)
